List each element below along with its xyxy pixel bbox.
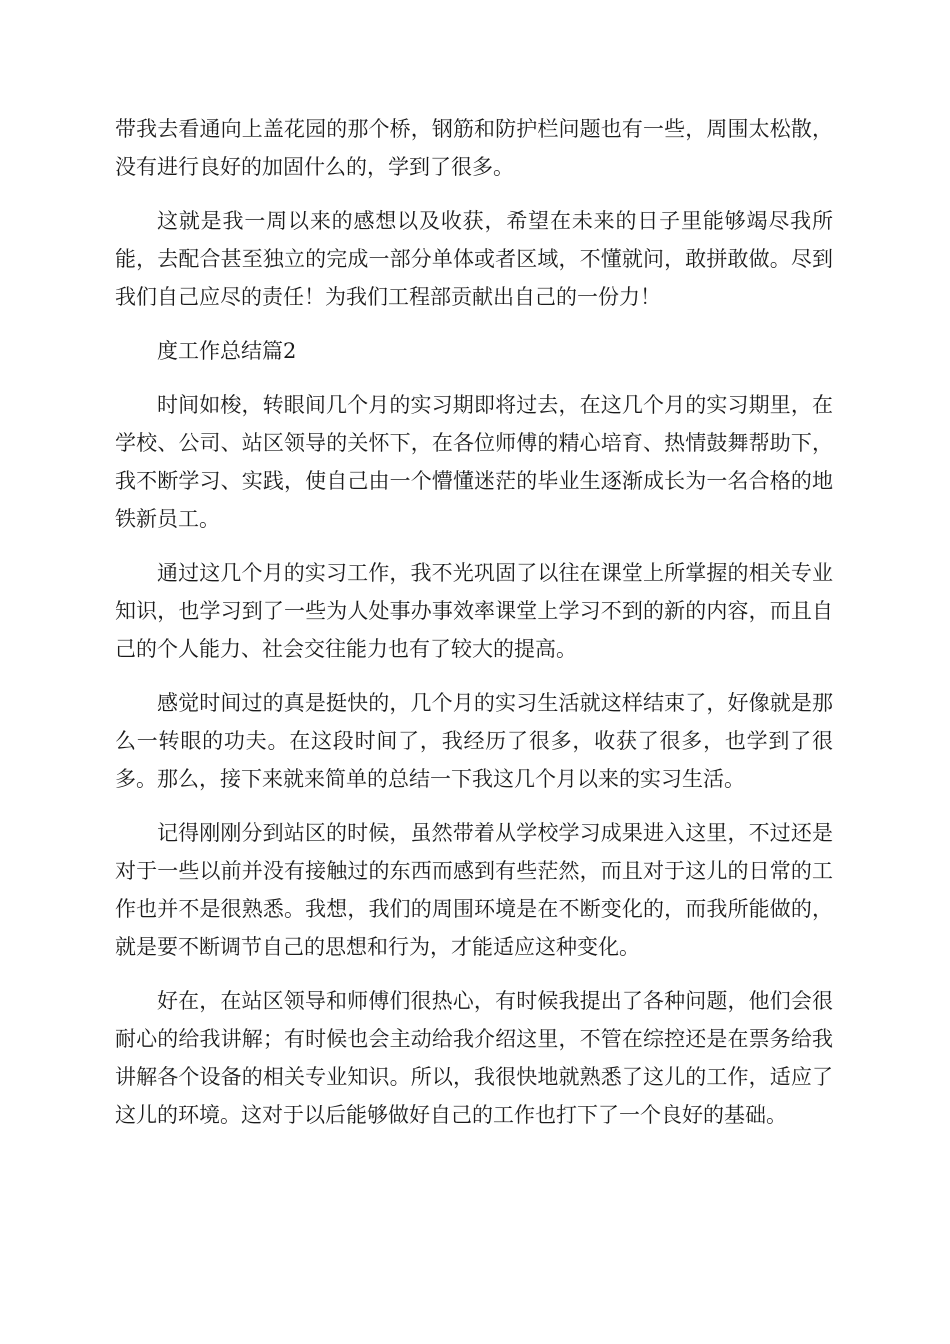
document-page (115, 110, 833, 1150)
paragraph-reflection: 这就是我一周以来的感想以及收获，希望在未来的日子里能够竭尽我所能，去配合甚至独立的完成一部分单体或者区域，不懂就问，敢拼敢做。尽到我们自己应尽的责任！为我们工程部贡献出自己的一份力！ (115, 209, 833, 309)
paragraph-intro: 时间如梭，转眼间几个月的实习期即将过去，在这几个月的实习期里，在学校、公司、站区领导的关怀下，在各位师傅的精心培育、热情鼓舞帮助下，我不断学习、实践，使自己由一个懵懂迷茫的毕业生逐渐成长为一名合格的地铁新员工。 (115, 393, 833, 531)
paragraph-time: 感觉时间过的真是挺快的，几个月的实习生活就这样结束了，好像就是那么一转眼的功夫。在这段时间了，我经历了很多，收获了很多，也学到了很多。那么，接下来就来简单的总结一下我这几个月以来的实习生活。 (115, 691, 833, 791)
paragraph-support: 好在，在站区领导和师傅们很热心，有时候我提出了各种问题，他们会很耐心的给我讲解；有时候也会主动给我介绍这里，不管在综控还是在票务给我讲解各个设备的相关专业知识。所以，我很快地就熟悉了这儿的工作，适应了这儿的环境。这对于以后能够做好自己的工作也打下了一个良好的基础。 (115, 989, 833, 1127)
paragraph-beginning: 记得刚刚分到站区的时候，虽然带着从学校学习成果进入这里，不过还是对于一些以前并没有接触过的东西而感到有些茫然，而且对于这儿的日常的工作也并不是很熟悉。我想，我们的周围环境是在不断变化的，而我所能做的，就是要不断调节自己的思想和行为，才能适应这种变化。 (115, 821, 833, 959)
paragraph-learning: 通过这几个月的实习工作，我不光巩固了以往在课堂上所掌握的相关专业知识，也学习到了一些为人处事办事效率课堂上学习不到的新的内容，而且自己的个人能力、社会交往能力也有了较大的提高。 (115, 561, 833, 661)
section-heading: 度工作总结篇2 (157, 339, 297, 363)
paragraph-continuation: 带我去看通向上盖花园的那个桥，钢筋和防护栏问题也有一些，周围太松散，没有进行良好的加固什么的，学到了很多。 (115, 117, 833, 179)
